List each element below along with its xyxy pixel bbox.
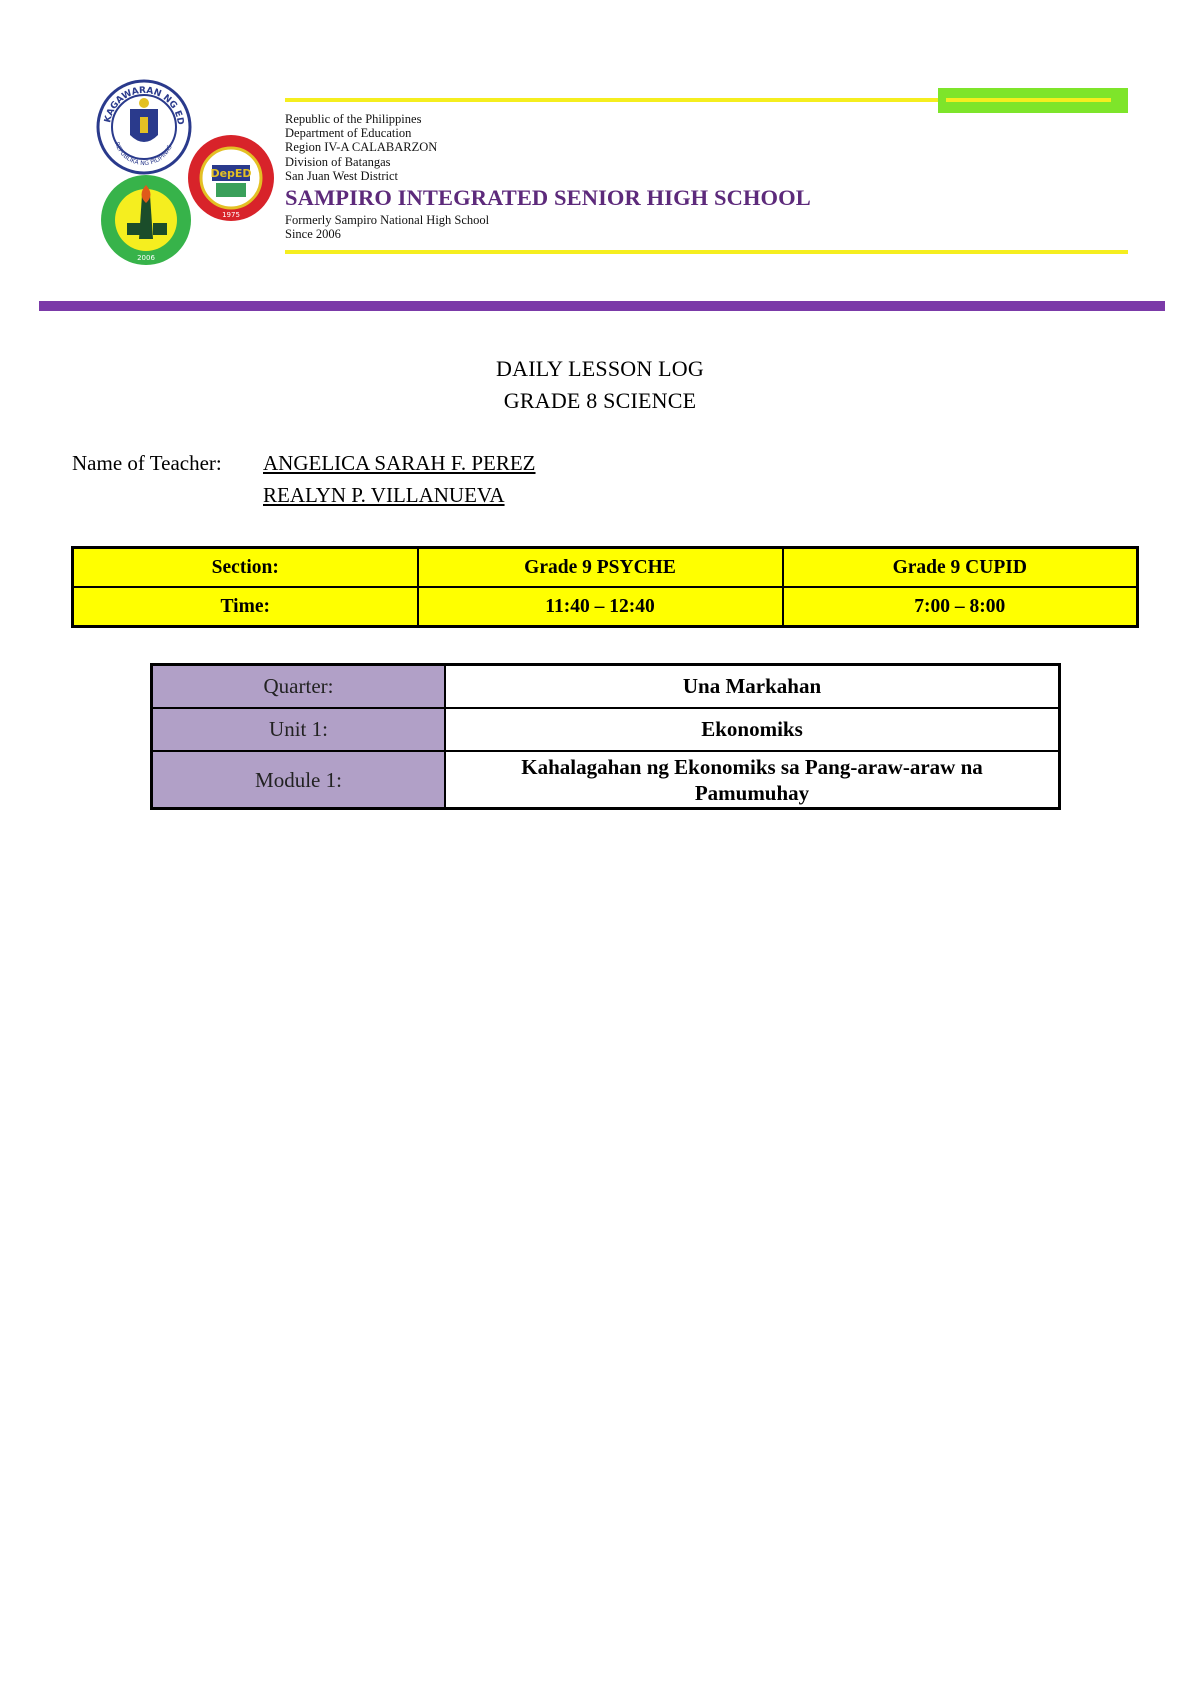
section-cell: Grade 9 CUPID bbox=[783, 548, 1138, 588]
section-label-cell: Section: bbox=[73, 548, 418, 588]
module-value: Kahalagahan ng Ekonomiks sa Pang-araw-araw na Pamumuhay bbox=[445, 751, 1060, 809]
schedule-table bbox=[71, 546, 1139, 628]
svg-text:KAGAWARAN NG EDUKASYON: KAGAWARAN NG ED bbox=[103, 85, 186, 126]
time-cell: 7:00 – 8:00 bbox=[783, 587, 1138, 627]
teacher-name: ANGELICA SARAH F. PEREZ bbox=[263, 451, 536, 475]
table-row bbox=[73, 548, 1138, 588]
header-line: Republic of the Philippines bbox=[285, 112, 422, 126]
header-line: San Juan West District bbox=[285, 168, 398, 183]
time-label-cell: Time: bbox=[73, 587, 418, 627]
table-row bbox=[73, 587, 1138, 627]
module-label: Module 1: bbox=[152, 751, 446, 809]
svg-text:2006: 2006 bbox=[137, 254, 155, 262]
since-text: Since 2006 bbox=[285, 227, 341, 242]
header-line: Department of Education bbox=[285, 126, 412, 141]
table-row bbox=[152, 708, 1060, 751]
table-row bbox=[152, 751, 1060, 809]
table-row bbox=[152, 665, 1060, 709]
page-title: DAILY LESSON LOG bbox=[496, 356, 704, 381]
svg-text:DepED: DepED bbox=[210, 167, 252, 180]
teacher-label: Name of Teacher: bbox=[72, 451, 222, 475]
quarter-label: Quarter: bbox=[152, 665, 446, 709]
header-line: Region IV-A CALABARZON bbox=[285, 140, 438, 155]
letterhead bbox=[285, 112, 811, 241]
section-cell: Grade 9 PSYCHE bbox=[418, 548, 783, 588]
header-top-line bbox=[285, 98, 945, 102]
svg-text:REPUBLIKA NG PILIPINAS: REPUBLIKA NG PILIPINAS bbox=[113, 141, 174, 168]
green-tab-inner-line bbox=[946, 98, 1111, 102]
svg-text:1975: 1975 bbox=[222, 211, 240, 219]
lesson-info-table bbox=[150, 663, 1061, 810]
header-bottom-line bbox=[285, 250, 1128, 254]
deped-seal bbox=[96, 79, 192, 175]
division-seal bbox=[186, 133, 276, 223]
school-name: SAMPIRO INTEGRATED SENIOR HIGH SCHOOL bbox=[285, 185, 811, 211]
unit-label: Unit 1: bbox=[152, 708, 446, 751]
school-seal bbox=[99, 173, 193, 267]
quarter-value: Una Markahan bbox=[445, 665, 1060, 709]
unit-value: Ekonomiks bbox=[445, 708, 1060, 751]
time-cell: 11:40 – 12:40 bbox=[418, 587, 783, 627]
header-green-tab bbox=[938, 88, 1128, 113]
purple-divider bbox=[39, 301, 1165, 311]
page-subtitle: GRADE 8 SCIENCE bbox=[503, 388, 697, 413]
header-line: Division of Batangas bbox=[285, 154, 391, 169]
teacher-name: REALYN P. VILLANUEVA bbox=[263, 483, 505, 507]
formerly-text: Formerly Sampiro National High School bbox=[285, 213, 490, 228]
